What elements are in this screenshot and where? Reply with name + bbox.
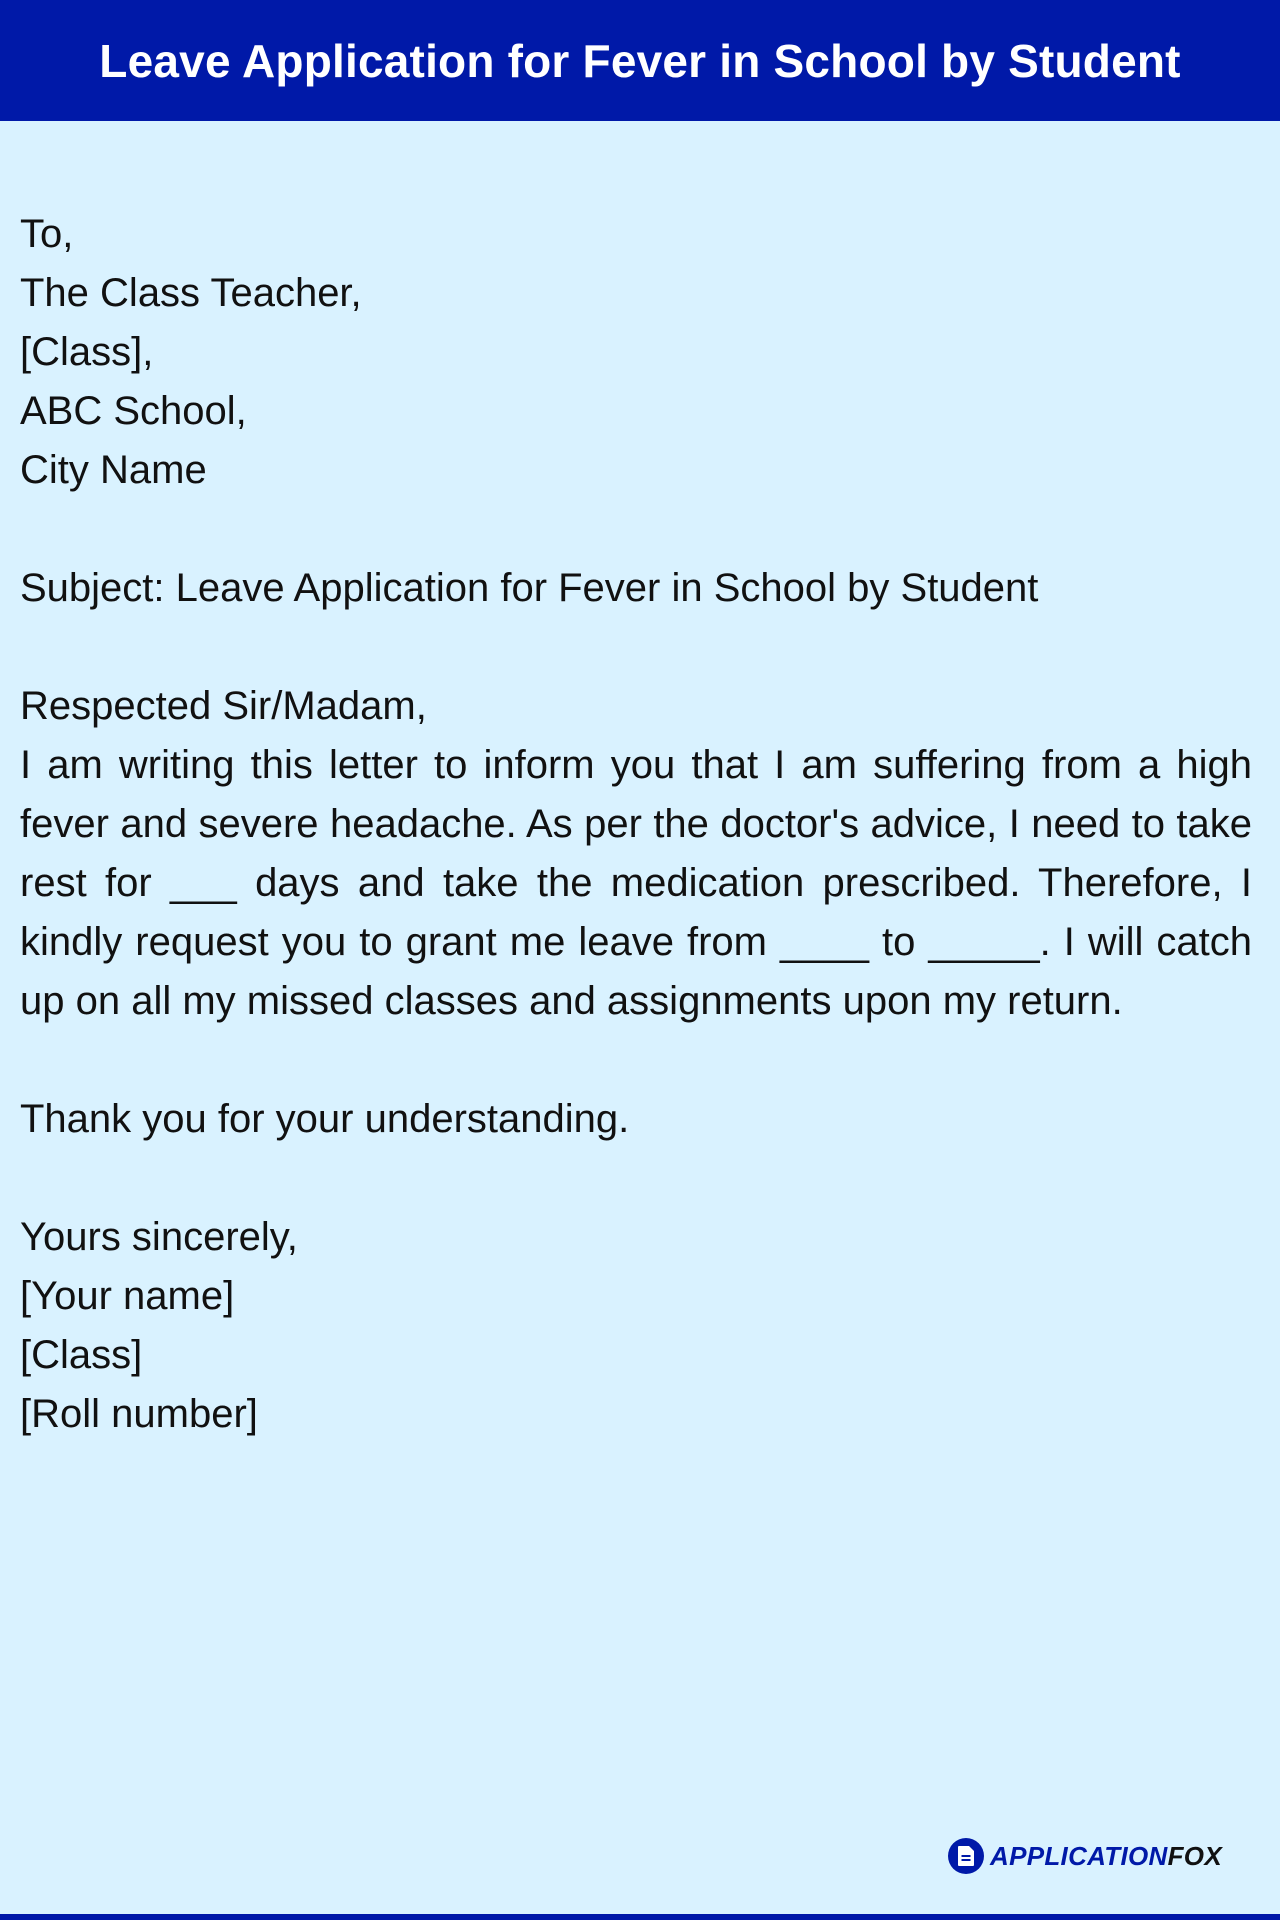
salutation: Respected Sir/Madam, [20, 684, 427, 728]
closing-line: [Your name] [20, 1274, 235, 1318]
address-line: City Name [20, 448, 207, 492]
page-title: Leave Application for Fever in School by Student [99, 34, 1181, 87]
logo-text: APPLICATIONFOX [990, 1840, 1222, 1871]
closing-line: Yours sincerely, [20, 1215, 298, 1259]
closing-block [20, 1208, 1252, 1444]
bottom-bar [0, 1914, 1280, 1920]
address-line: The Class Teacher, [20, 271, 362, 315]
letter-body [20, 205, 1252, 1444]
recipient-address [20, 205, 1252, 500]
thanks-line: Thank you for your understanding. [20, 1097, 630, 1141]
header-banner [0, 0, 1280, 121]
closing-line: [Roll number] [20, 1392, 258, 1436]
address-line: ABC School, [20, 389, 247, 433]
applicationfox-logo [948, 1838, 1222, 1874]
address-line: To, [20, 212, 74, 256]
body-paragraph: I am writing this letter to inform you that I am suffering from a high fever and severe headache. As per the doctor's advice, I need to take rest for ___ days and take the medication prescribed. Therefore, I kindly request you to grant me leave from ____ to _____. I will catch up on all my missed classes and assignments upon my return. [20, 743, 1252, 1023]
closing-line: [Class] [20, 1333, 143, 1377]
subject-line: Subject: Leave Application for Fever in School by Student [20, 566, 1039, 610]
document-icon [948, 1838, 984, 1874]
address-line: [Class], [20, 330, 154, 374]
